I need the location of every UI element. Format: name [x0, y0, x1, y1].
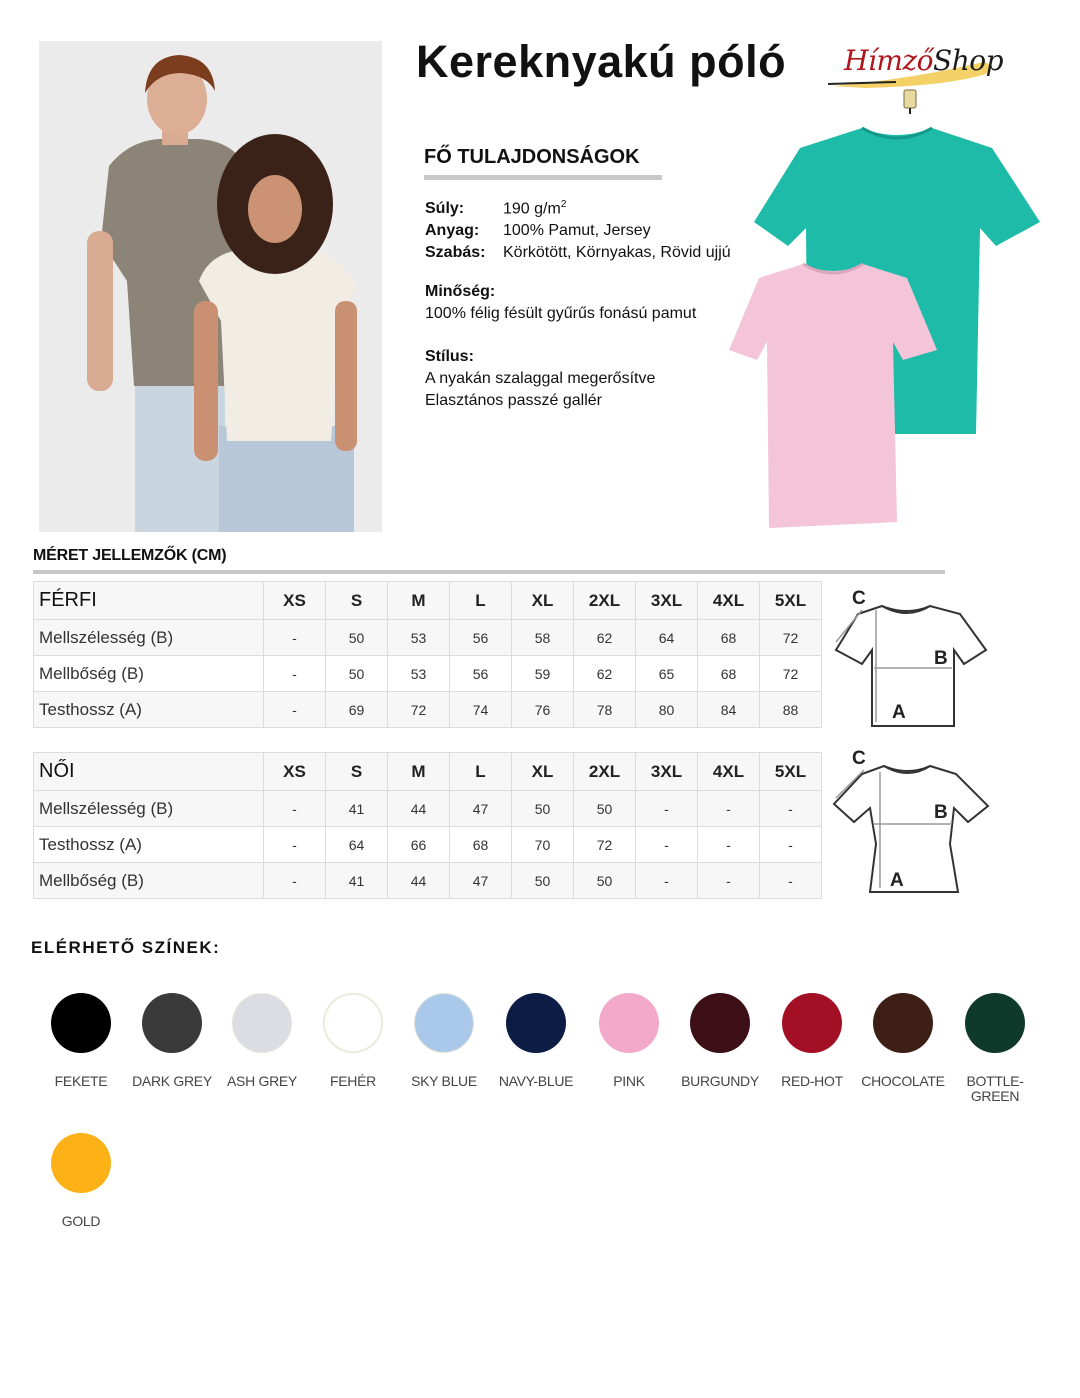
label-a: A [890, 870, 904, 891]
quality-label: Minőség: [425, 283, 496, 300]
table-cell: 76 [512, 692, 574, 728]
color-swatch[interactable] [51, 1133, 111, 1193]
size-header: 5XL [760, 582, 822, 620]
men-size-header-row [34, 582, 822, 620]
table-cell: 62 [574, 656, 636, 692]
color-swatch[interactable] [599, 993, 659, 1053]
color-label: BURGUNDY [681, 1073, 759, 1089]
pink-tshirt-image [727, 258, 939, 530]
models-photo [39, 41, 382, 532]
table-cell: 80 [636, 692, 698, 728]
table-cell: 59 [512, 656, 574, 692]
color-label: ASH GREY [227, 1073, 297, 1089]
table-cell: 70 [512, 827, 574, 863]
table-cell: 72 [760, 620, 822, 656]
table-row [34, 620, 822, 656]
style-line-2: Elasztános passzé gallér [425, 392, 602, 409]
table-cell: 41 [326, 791, 388, 827]
row-label: Mellszélesség (B) [34, 620, 264, 656]
size-header: 2XL [574, 753, 636, 791]
table-cell: 68 [698, 656, 760, 692]
table-cell: - [636, 791, 698, 827]
table-cell: - [264, 827, 326, 863]
label-b: B [934, 802, 948, 823]
table-cell: 44 [388, 791, 450, 827]
size-header: L [450, 582, 512, 620]
material-value: 100% Pamut, Jersey [503, 222, 651, 240]
table-cell: 50 [574, 863, 636, 899]
properties-quality [425, 281, 696, 325]
table-cell: - [264, 656, 326, 692]
color-swatch[interactable] [142, 993, 202, 1053]
table-cell: 53 [388, 656, 450, 692]
table-cell: 68 [450, 827, 512, 863]
color-label: DARK GREY [132, 1073, 212, 1089]
properties-style [425, 346, 655, 412]
table-cell: 72 [388, 692, 450, 728]
color-swatch[interactable] [965, 993, 1025, 1053]
women-size-header-row [34, 753, 822, 791]
table-cell: 50 [512, 863, 574, 899]
table-cell: 50 [326, 656, 388, 692]
size-header: XL [512, 582, 574, 620]
label-c: C [852, 588, 866, 609]
pink-tshirt-shape [729, 264, 937, 528]
table-cell: 68 [698, 620, 760, 656]
table-cell: - [264, 863, 326, 899]
color-label: GOLD [61, 1213, 101, 1229]
row-label: Mellbőség (B) [34, 863, 264, 899]
table-cell: - [698, 863, 760, 899]
table-row [34, 791, 822, 827]
table-row [34, 692, 822, 728]
size-header: L [450, 753, 512, 791]
color-swatch[interactable] [506, 993, 566, 1053]
weight-unit-sup: 2 [560, 199, 567, 210]
size-header: 3XL [636, 582, 698, 620]
table-cell: 44 [388, 863, 450, 899]
table-row [34, 656, 822, 692]
table-cell: 64 [636, 620, 698, 656]
weight-label: Súly: [425, 200, 465, 218]
table-cell: - [264, 620, 326, 656]
women-measurement-diagram [822, 744, 992, 896]
style-line-1: A nyakán szalaggal megerősítve [425, 370, 656, 387]
women-size-table [33, 752, 822, 899]
color-swatch[interactable] [690, 993, 750, 1053]
size-chart-heading: MÉRET JELLEMZŐK (CM) [33, 547, 227, 564]
table-cell: 50 [574, 791, 636, 827]
properties-basic [425, 194, 731, 264]
color-label: RED-HOT [781, 1073, 843, 1089]
row-label: Testhossz (A) [34, 827, 264, 863]
table-cell: 69 [326, 692, 388, 728]
size-header: 2XL [574, 582, 636, 620]
color-label: CHOCOLATE [861, 1073, 945, 1089]
logo-text-part2: Shop [933, 44, 1004, 77]
quality-value: 100% félig fésült gyűrűs fonású pamut [425, 305, 697, 322]
table-row [34, 863, 822, 899]
row-label: Mellszélesség (B) [34, 791, 264, 827]
table-cell: - [698, 791, 760, 827]
table-cell: 65 [636, 656, 698, 692]
himzoshop-logo [826, 40, 1004, 116]
table-cell: 50 [326, 620, 388, 656]
label-b: B [934, 648, 948, 669]
table-cell: - [760, 827, 822, 863]
table-cell: - [264, 791, 326, 827]
table-cell: 72 [574, 827, 636, 863]
size-header: XL [512, 753, 574, 791]
color-label: NAVY-BLUE [498, 1073, 574, 1089]
table-cell: 56 [450, 656, 512, 692]
size-header: S [326, 753, 388, 791]
label-a: A [892, 702, 906, 723]
table-cell: 84 [698, 692, 760, 728]
table-cell: - [636, 863, 698, 899]
table-cell: 50 [512, 791, 574, 827]
table-cell: - [760, 791, 822, 827]
color-label: SKY BLUE [411, 1073, 477, 1089]
table-cell: 72 [760, 656, 822, 692]
fit-label: Szabás: [425, 244, 486, 262]
table-cell: - [264, 692, 326, 728]
table-cell: 78 [574, 692, 636, 728]
available-colors-heading: ELÉRHETŐ SZÍNEK: [31, 938, 221, 957]
color-label: PINK [613, 1073, 645, 1089]
color-label: BOTTLE-GREEN [966, 1073, 1024, 1104]
table-cell: 88 [760, 692, 822, 728]
size-header: M [388, 753, 450, 791]
men-measurement-diagram [822, 584, 992, 730]
color-swatch[interactable] [782, 993, 842, 1053]
models-illustration [39, 41, 382, 532]
style-label: Stílus: [425, 348, 474, 365]
row-label: Mellbőség (B) [34, 656, 264, 692]
table-cell: - [636, 827, 698, 863]
label-c: C [852, 748, 866, 769]
weight-value: 190 g/m [503, 200, 561, 218]
size-header: 4XL [698, 582, 760, 620]
table-cell: 56 [450, 620, 512, 656]
table-cell: - [698, 827, 760, 863]
material-label: Anyag: [425, 222, 480, 240]
logo-text-part1: Hímző [844, 44, 934, 77]
table-cell: - [760, 863, 822, 899]
table-cell: 41 [326, 863, 388, 899]
table-cell: 62 [574, 620, 636, 656]
table-row [34, 827, 822, 863]
weight-row [425, 194, 731, 220]
color-swatch[interactable] [51, 993, 111, 1053]
color-label: FEHÉR [330, 1073, 376, 1089]
size-header: XS [264, 753, 326, 791]
men-table-label: FÉRFI [34, 582, 264, 620]
table-cell: 64 [326, 827, 388, 863]
size-header: 5XL [760, 753, 822, 791]
size-header: M [388, 582, 450, 620]
color-swatch[interactable] [232, 993, 292, 1053]
color-label: FEKETE [54, 1073, 108, 1089]
women-table-label: NŐI [34, 753, 264, 791]
table-cell: 53 [388, 620, 450, 656]
main-properties-heading: FŐ TULAJDONSÁGOK [424, 146, 640, 168]
color-swatch[interactable] [414, 993, 474, 1053]
table-cell: 58 [512, 620, 574, 656]
men-size-table [33, 581, 822, 728]
size-header: S [326, 582, 388, 620]
table-cell: 47 [450, 863, 512, 899]
table-cell: 66 [388, 827, 450, 863]
row-label: Testhossz (A) [34, 692, 264, 728]
color-swatch[interactable] [323, 993, 383, 1053]
table-cell: 47 [450, 791, 512, 827]
page-title: Kereknyakú póló [416, 36, 787, 87]
fit-value: Körkötött, Környakas, Rövid ujjú [503, 244, 731, 262]
color-swatch[interactable] [873, 993, 933, 1053]
material-row [425, 220, 731, 242]
logo-text [844, 44, 1003, 77]
table-cell: 74 [450, 692, 512, 728]
size-chart-underline [33, 570, 945, 574]
size-header: XS [264, 582, 326, 620]
size-header: 4XL [698, 753, 760, 791]
size-header: 3XL [636, 753, 698, 791]
fit-row [425, 242, 731, 264]
heading-underline [424, 175, 662, 180]
